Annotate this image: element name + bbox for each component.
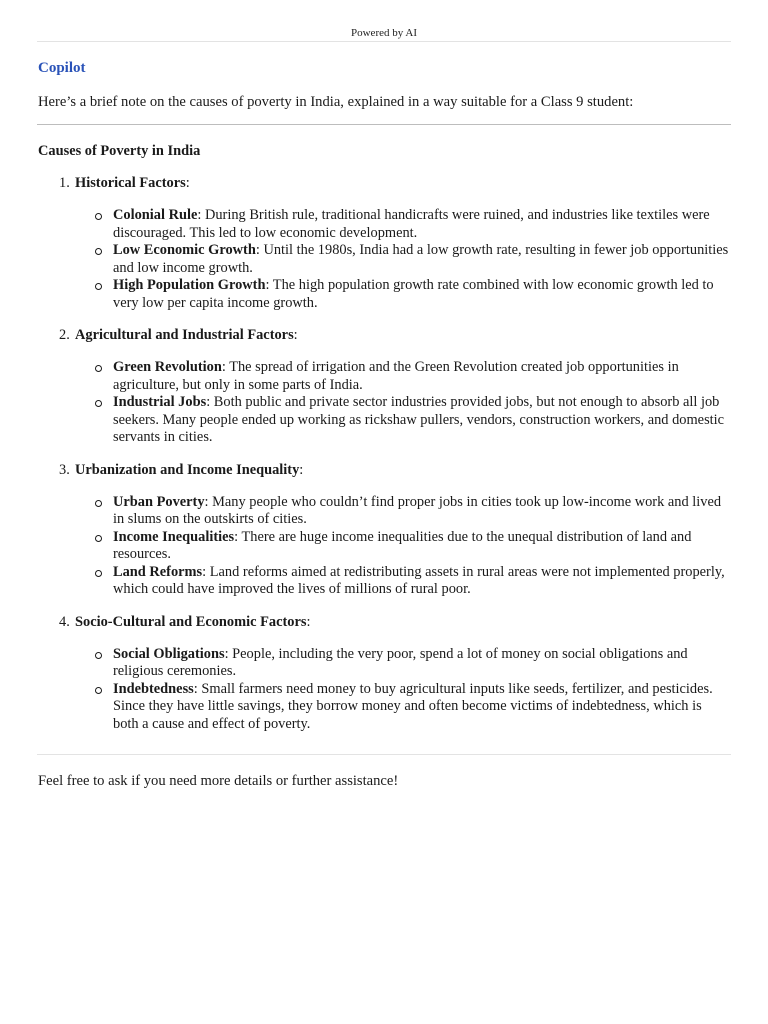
item-term: Low Economic Growth bbox=[113, 242, 256, 258]
item-term: Social Obligations bbox=[113, 645, 225, 662]
circle-bullet-icon bbox=[95, 652, 102, 659]
circle-bullet-icon bbox=[95, 500, 102, 507]
list-item bbox=[113, 646, 730, 681]
item-term: Industrial Jobs bbox=[113, 394, 207, 410]
item-term: Green Revolution bbox=[113, 359, 222, 375]
section-number: 3. bbox=[59, 461, 70, 478]
powered-by-label: Powered by AI bbox=[351, 27, 417, 39]
section-title-text: Socio-Cultural and Economic Factors bbox=[75, 613, 307, 630]
circle-bullet-icon bbox=[95, 400, 102, 407]
circle-bullet-icon bbox=[95, 570, 102, 577]
section-title-historical: 1. Historical Factors: bbox=[59, 175, 190, 191]
circle-bullet-icon bbox=[95, 213, 102, 220]
list-item bbox=[113, 564, 730, 599]
section-list-historical bbox=[38, 207, 730, 312]
circle-bullet-icon bbox=[95, 687, 102, 694]
header-divider bbox=[37, 41, 731, 42]
item-text: : Until the 1980s, India had a low growth rate, resulting in fewer job opportunities and low income growth. bbox=[113, 242, 729, 276]
item-term: Land Reforms bbox=[113, 563, 203, 580]
section-title-text: Urbanization and Income Inequality bbox=[75, 461, 300, 478]
circle-bullet-icon bbox=[95, 365, 102, 372]
section-number: 4. bbox=[59, 613, 70, 630]
closing-divider bbox=[37, 754, 731, 755]
list-item bbox=[113, 529, 730, 564]
intro-text: Here’s a brief note on the causes of poverty in India, explained in a way suitable for a Class 9 student: bbox=[38, 94, 634, 110]
section-title-agricultural: 2. Agricultural and Industrial Factors: bbox=[59, 327, 298, 343]
circle-bullet-icon bbox=[95, 248, 102, 255]
item-text: : There are huge income inequalities due to the unequal distribution of land and resources. bbox=[113, 528, 692, 562]
list-item bbox=[113, 394, 730, 447]
list-item bbox=[113, 494, 730, 529]
note-content bbox=[38, 143, 730, 748]
section-list-agricultural bbox=[38, 359, 730, 447]
item-text: : Many people who couldn’t find proper jobs in cities took up low-income work and lived in slums on the outskirts of cities. bbox=[113, 493, 722, 527]
list-item bbox=[113, 681, 730, 734]
section-title-urbanization: 3. Urbanization and Income Inequality: bbox=[59, 461, 304, 478]
assistant-name: Copilot bbox=[38, 60, 86, 76]
section-title-text: Agricultural and Industrial Factors bbox=[75, 327, 294, 343]
item-text: : The high population growth rate combined with low economic growth led to very low per capita income growth. bbox=[113, 277, 714, 311]
list-item bbox=[113, 207, 730, 242]
item-text: : Land reforms aimed at redistributing assets in rural areas were not implemented properly, which could have improved the lives of millions of rural poor. bbox=[113, 563, 725, 597]
list-item bbox=[113, 359, 730, 394]
section-number: 1. bbox=[59, 175, 70, 191]
item-term: Income Inequalities bbox=[113, 528, 235, 545]
item-term: Indebtedness bbox=[113, 680, 194, 697]
section-title-socio-cultural: 4. Socio-Cultural and Economic Factors: bbox=[59, 613, 311, 630]
item-text: : Small farmers need money to buy agricultural inputs like seeds, fertilizer, and pesticides. Since they have little savings, they borrow money and often become victims of indebtedness, which is both a cause and effect of poverty. bbox=[113, 680, 713, 732]
note-heading: Causes of Poverty in India bbox=[38, 143, 201, 159]
item-text: : Both public and private sector industries provided jobs, but not enough to absorb all job seekers. Many people ended up working as rickshaw pullers, vendors, construction workers, and domestic servants in cities. bbox=[113, 394, 725, 445]
section-title-text: Historical Factors bbox=[75, 175, 186, 191]
item-term: Urban Poverty bbox=[113, 493, 205, 510]
item-term: High Population Growth bbox=[113, 277, 266, 293]
item-text: : The spread of irrigation and the Green Revolution created job opportunities in agriculture, but only in some parts of India. bbox=[113, 359, 679, 393]
circle-bullet-icon bbox=[95, 535, 102, 542]
circle-bullet-icon bbox=[95, 283, 102, 290]
item-term: Colonial Rule bbox=[113, 207, 198, 223]
section-list-urbanization bbox=[38, 494, 730, 599]
item-text: : During British rule, traditional handicrafts were ruined, and industries like textiles were discouraged. This led to low economic development. bbox=[113, 207, 710, 241]
intro-divider bbox=[37, 124, 731, 125]
list-item bbox=[113, 277, 730, 312]
section-list-socio-cultural bbox=[38, 646, 730, 734]
closing-text: Feel free to ask if you need more details or further assistance! bbox=[38, 773, 399, 789]
list-item bbox=[113, 242, 730, 277]
item-text: : People, including the very poor, spend a lot of money on social obligations and religious ceremonies. bbox=[113, 645, 688, 679]
section-number: 2. bbox=[59, 327, 70, 343]
